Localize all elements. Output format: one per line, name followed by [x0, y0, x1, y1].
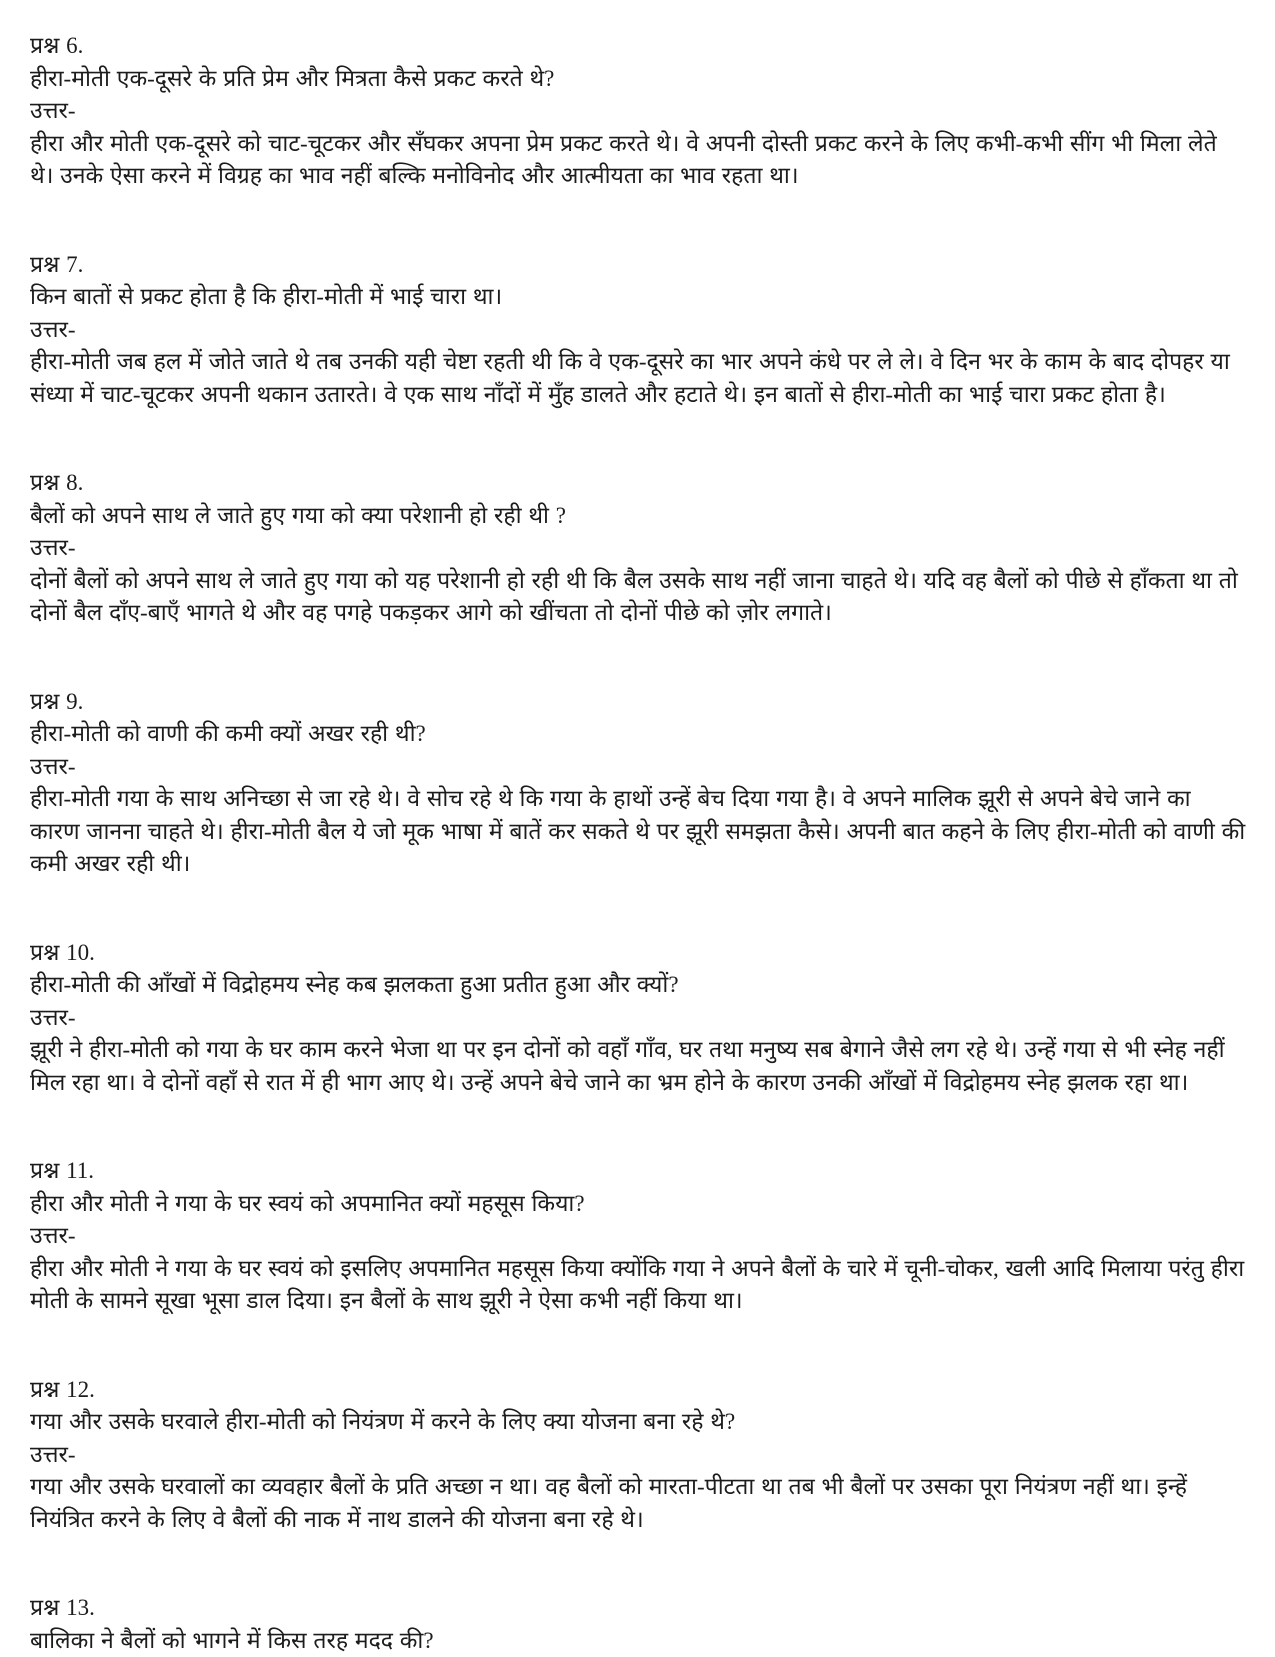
qa-block-11 [30, 1155, 1247, 1318]
question-text: हीरा-मोती की आँखों में विद्रोहमय स्नेह कब झलकता हुआ प्रतीत हुआ और क्यों? [30, 969, 1246, 1002]
question-number: प्रश्न 9. [30, 686, 1247, 719]
question-text: गया और उसके घरवाले हीरा-मोती को नियंत्रण में करने के लिए क्या योजना बना रहे थे? [30, 1406, 1246, 1439]
question-text: हीरा और मोती ने गया के घर स्वयं को अपमानित क्यों महसूस किया? [30, 1188, 1246, 1221]
question-number: प्रश्न 7. [30, 249, 1247, 282]
answer-text: गया और उसके घरवालों का व्यवहार बैलों के प्रति अच्छा न था। वह बैलों को मारता-पीटता था तब भी बैलों पर उसका पूरा नियंत्रण नहीं था। इन्हें नियंत्रित करने के लिए वे बैलों की नाक में नाथ डालने की योजना बना रहे थे। [30, 1471, 1246, 1536]
question-text: हीरा-मोती को वाणी की कमी क्यों अखर रही थी? [30, 718, 1246, 751]
qa-block-10 [30, 937, 1247, 1100]
answer-label: उत्तर- [30, 1002, 1247, 1035]
question-text: बैलों को अपने साथ ले जाते हुए गया को क्या परेशानी हो रही थी ? [30, 500, 1246, 533]
question-text: हीरा-मोती एक-दूसरे के प्रति प्रेम और मित्रता कैसे प्रकट करते थे? [30, 63, 1246, 96]
question-number: प्रश्न 10. [30, 937, 1247, 970]
answer-label: उत्तर- [30, 751, 1247, 784]
answer-label: उत्तर- [30, 1439, 1247, 1472]
qa-block-6 [30, 30, 1247, 193]
qa-block-13 [30, 1592, 1247, 1657]
answer-text: हीरा और मोती ने गया के घर स्वयं को इसलिए अपमानित महसूस किया क्योंकि गया ने अपने बैलों के चारे में चूनी-चोकर, खली आदि मिलाया परंतु हीरा मोती के सामने सूखा भूसा डाल दिया। इन बैलों के साथ झूरी ने ऐसा कभी नहीं किया था। [30, 1253, 1246, 1318]
question-number: प्रश्न 11. [30, 1155, 1247, 1188]
answer-text: हीरा-मोती जब हल में जोते जाते थे तब उनकी यही चेष्टा रहती थी कि वे एक-दूसरे का भार अपने कंधे पर ले ले। वे दिन भर के काम के बाद दोपहर या संध्या में चाट-चूटकर अपनी थकान उतारते। वे एक साथ नाँदों में मुँह डालते और हटाते थे। इन बातों से हीरा-मोती का भाई चारा प्रकट होता है। [30, 346, 1246, 411]
answer-label: उत्तर- [30, 532, 1247, 565]
qa-block-12 [30, 1374, 1247, 1537]
question-text: बालिका ने बैलों को भागने में किस तरह मदद की? [30, 1625, 1246, 1657]
answer-text: दोनों बैलों को अपने साथ ले जाते हुए गया को यह परेशानी हो रही थी कि बैल उसके साथ नहीं जाना चाहते थे। यदि वह बैलों को पीछे से हाँकता था तो दोनों बैल दाँए-बाएँ भागते थे और वह पगहे पकड़कर आगे को खींचता तो दोनों पीछे को ज़ोर लगाते। [30, 565, 1246, 630]
answer-text: हीरा और मोती एक-दूसरे को चाट-चूटकर और सँघकर अपना प्रेम प्रकट करते थे। वे अपनी दोस्ती प्रकट करने के लिए कभी-कभी सींग भी मिला लेते थे। उनके ऐसा करने में विग्रह का भाव नहीं बल्कि मनोविनोद और आत्मीयता का भाव रहता था। [30, 128, 1246, 193]
question-number: प्रश्न 12. [30, 1374, 1247, 1407]
qa-block-7 [30, 249, 1247, 412]
answer-label: उत्तर- [30, 95, 1247, 128]
question-number: प्रश्न 6. [30, 30, 1247, 63]
answer-label: उत्तर- [30, 1220, 1247, 1253]
answer-text: झूरी ने हीरा-मोती को गया के घर काम करने भेजा था पर इन दोनों को वहाँ गाँव, घर तथा मनुष्य सब बेगाने जैसे लग रहे थे। उन्हें गया से भी स्नेह नहीं मिल रहा था। वे दोनों वहाँ से रात में ही भाग आए थे। उन्हें अपने बेचे जाने का भ्रम होने के कारण उनकी आँखों में विद्रोहमय स्नेह झलक रहा था। [30, 1034, 1246, 1099]
answer-label: उत्तर- [30, 314, 1247, 347]
question-text: किन बातों से प्रकट होता है कि हीरा-मोती में भाई चारा था। [30, 281, 1246, 314]
answer-text: हीरा-मोती गया के साथ अनिच्छा से जा रहे थे। वे सोच रहे थे कि गया के हाथों उन्हें बेच दिया गया है। वे अपने मालिक झूरी से अपने बेचे जाने का कारण जानना चाहते थे। हीरा-मोती बैल ये जो मूक भाषा में बातें कर सकते थे पर झूरी समझता कैसे। अपनी बात कहने के लिए हीरा-मोती को वाणी की कमी अखर रही थी। [30, 783, 1246, 881]
qa-block-9 [30, 686, 1247, 881]
question-number: प्रश्न 8. [30, 467, 1247, 500]
qa-block-8 [30, 467, 1247, 630]
question-number: प्रश्न 13. [30, 1592, 1247, 1625]
